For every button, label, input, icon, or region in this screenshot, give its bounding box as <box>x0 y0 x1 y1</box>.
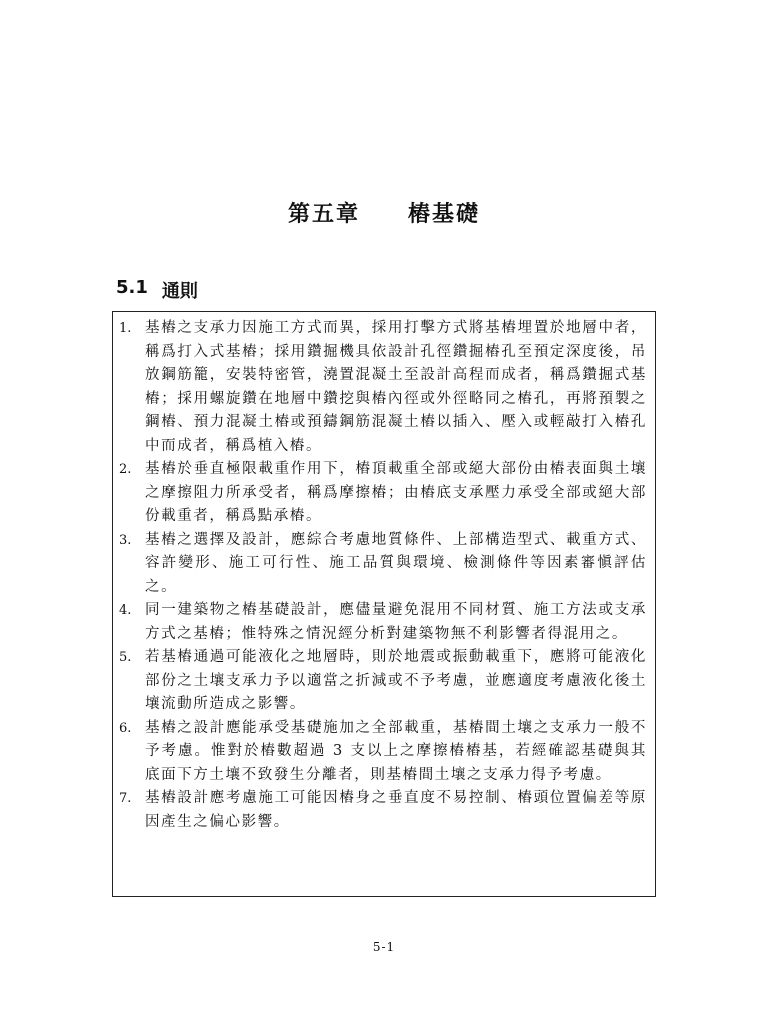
clause-box <box>112 311 656 897</box>
clause-number: 3. <box>119 532 132 548</box>
clause-item-6 <box>119 717 647 788</box>
clause-item-2 <box>119 458 647 529</box>
clause-item-7 <box>119 787 647 834</box>
clause-item-3 <box>119 529 647 600</box>
clause-item-1 <box>119 317 647 458</box>
clause-number: 4. <box>119 603 132 618</box>
clause-text: 基樁之設計應能承受基礎施加之全部載重，基樁間土壤之支承力一般不予考慮。惟對於樁數超過 3 支以上之摩擦樁樁基，若經確認基礎與其底面下方土壤不致發生分離者，則基樁間土壤之支承力得予考慮。 <box>145 719 647 783</box>
clause-number: 7. <box>119 791 132 806</box>
page-number: 5-1 <box>372 940 396 954</box>
clause-number: 5. <box>119 650 132 665</box>
clause-text: 同一建築物之樁基礎設計，應儘量避免混用不同材質、施工方法或支承方式之基樁；惟特殊之情況經分析對建築物無不利影響者得混用之。 <box>145 602 647 642</box>
clause-text: 基樁於垂直極限載重作用下，樁頂載重全部或絕大部份由樁表面與土壤之摩擦阻力所承受者，稱爲摩擦樁；由樁底支承壓力承受全部或絕大部份載重者，稱爲點承樁。 <box>145 461 647 524</box>
clause-item-5 <box>119 646 647 717</box>
section-heading <box>116 277 198 303</box>
clause-text: 基樁之選擇及設計，應綜合考慮地質條件、上部構造型式、載重方式、容許變形、施工可行性、施工品質與環境、檢測條件等因素審愼評估之。 <box>145 531 647 595</box>
clause-number: 2. <box>119 462 132 477</box>
clause-text: 若基樁通過可能液化之地層時，則於地震或振動載重下，應將可能液化部份之土壤支承力予以適當之折減或不予考慮，並應適度考慮液化後土壤流動所造成之影響。 <box>145 649 647 712</box>
clause-item-4 <box>119 599 647 646</box>
clause-list <box>119 317 647 834</box>
section-title: 通則 <box>161 280 198 302</box>
chapter-title: 第五章 樁基礎 <box>287 201 480 227</box>
clause-number: 1. <box>119 321 132 336</box>
clause-number: 6. <box>119 720 132 736</box>
clause-text: 基樁之支承力因施工方式而異，採用打擊方式將基樁埋置於地層中者，稱爲打入式基樁；採用鑽掘機具依設計孔徑鑽掘樁孔至預定深度後，吊放鋼筋籠，安裝特密管，澆置混凝土至設計高程而成者，稱爲鑽掘式基樁；採用螺旋鑽在地層中鑽挖與樁內徑或外徑略同之樁孔，再將預製之鋼樁、預力混凝土樁或預鑄鋼筋混凝土樁以插入、壓入或輕敲打入樁孔中而成者，稱爲植入樁。 <box>145 320 647 454</box>
clause-text: 基樁設計應考慮施工可能因樁身之垂直度不易控制、樁頭位置偏差等原因產生之偏心影響。 <box>145 790 647 830</box>
section-number: 5.1 <box>116 276 148 298</box>
